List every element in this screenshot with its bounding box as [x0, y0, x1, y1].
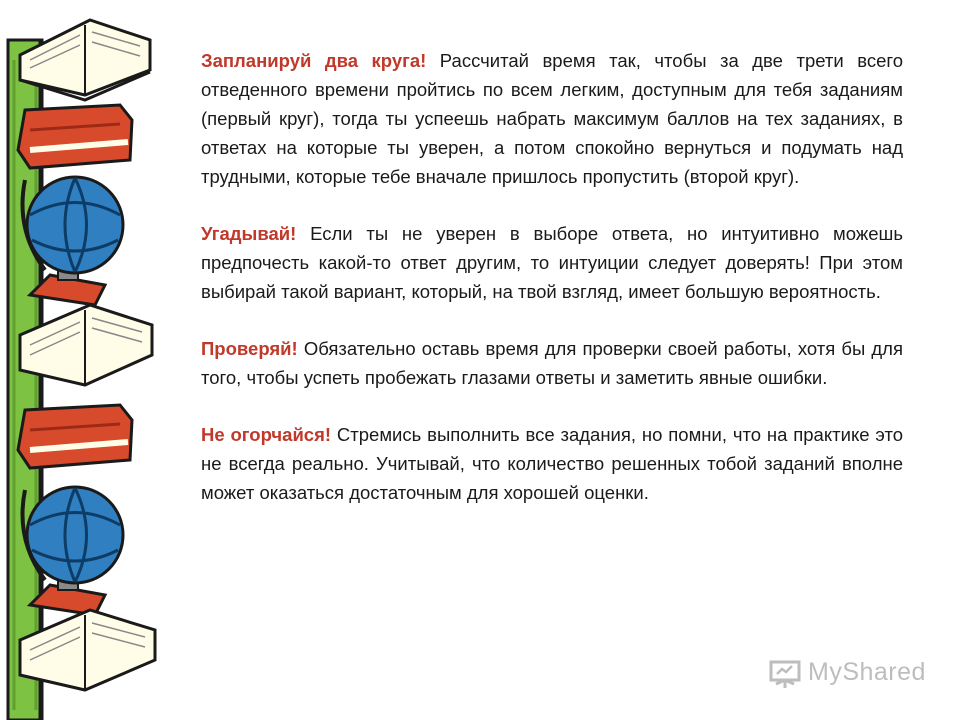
globe-icon [23, 177, 124, 305]
watermark [768, 656, 938, 692]
paragraph-text: Стремись выполнить все задания, но помни, что на практике это не всегда реально. Учитывай, что количество решенных тобой заданий вполне может оказаться достаточным для хорошей оценки. [201, 424, 903, 503]
paragraph-text: Если ты не уверен в выборе ответа, но интуитивно можешь предпочесть какой-то ответ другим, то интуиции следует доверять! При этом выбирай такой вариант, который, на твой взгляд, имеет большую вероятность. [201, 223, 903, 302]
paragraph-heading: Проверяй! [201, 338, 298, 359]
watermark-text: MyShared [808, 658, 926, 686]
paragraph-heading: Угадывай! [201, 223, 297, 244]
closed-book-icon [18, 105, 132, 168]
decorative-sidebar [0, 0, 180, 720]
paragraph-heading: Не огорчайся! [201, 424, 332, 445]
paragraph-check [201, 334, 903, 392]
paragraph-text: Рассчитай время так, чтобы за две трети всего отведенного времени пройтись по всем легким, доступным для тебя заданиям (первый круг), тогда ты успеешь набрать максимум баллов на тех заданиях, в ответах на которые ты уверен, а потом спокойно вернуться и подумать над трудными, которые тебе вначале пришлось пропустить (второй круг). [201, 50, 904, 187]
presentation-board-icon [768, 656, 802, 690]
paragraph-heading: Запланируй два круга! [201, 50, 427, 71]
closed-book-icon [18, 405, 132, 468]
paragraph-dont-worry [201, 420, 903, 507]
paragraph-text: Обязательно оставь время для проверки своей работы, хотя бы для того, чтобы успеть пробежать глазами ответы и заметить явные ошибки. [201, 338, 903, 388]
content-area [201, 46, 903, 535]
paragraph-guess [201, 219, 903, 306]
paragraph-plan-two-rounds [201, 46, 903, 191]
globe-icon [23, 487, 124, 615]
